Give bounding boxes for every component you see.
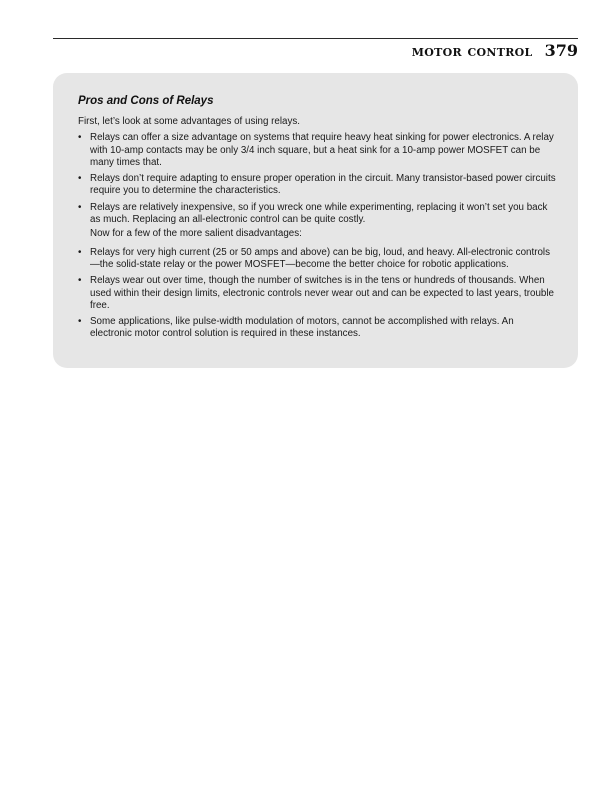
bullet-icon: • bbox=[78, 201, 82, 213]
bullet-icon: • bbox=[78, 173, 82, 185]
section-title: motor control bbox=[411, 42, 533, 60]
list-item-text: Relays wear out over time, though the number of switches is in the tens or hundreds of thousands. When used within their design limits, electronic controls never wear out and can be expected to last years, trouble free. bbox=[90, 275, 554, 311]
page-number: 379 bbox=[544, 41, 578, 60]
sidebar-title: Pros and Cons of Relays bbox=[78, 95, 214, 107]
list-item-text: Relays can offer a size advantage on systems that require heavy heat sinking for power electronics. A relay with 10-amp contacts may be only 3/4 inch square, but a heat sink for a 10-amp power MOSFET can be many times that. bbox=[90, 132, 554, 168]
header-rule bbox=[53, 38, 578, 39]
bullet-icon: • bbox=[78, 132, 82, 144]
bullet-icon: • bbox=[78, 316, 82, 328]
list-item bbox=[78, 275, 556, 312]
list-item-text: Relays for very high current (25 or 50 amps and above) can be big, loud, and heavy. All-electronic controls—the solid-state relay or the power MOSFET—become the better choice for robotic applications. bbox=[90, 246, 550, 270]
list-item-text: Relays are relatively inexpensive, so if you wreck one while experimenting, replacing it won’t set you back as much. Replacing an all-electronic control can be quite costly. bbox=[90, 201, 548, 226]
bullet-icon: • bbox=[78, 275, 82, 287]
list-item bbox=[78, 247, 556, 272]
intro-text: First, let’s look at some advantages of using relays. bbox=[78, 116, 300, 127]
bullet-icon: • bbox=[78, 246, 82, 258]
list-item-text: Relays don’t require adapting to ensure proper operation in the circuit. Many transistor-based power circuits require you to determine the characteristics. bbox=[90, 173, 556, 197]
list-item bbox=[78, 173, 556, 198]
list-item bbox=[78, 202, 556, 227]
running-head bbox=[412, 41, 578, 61]
bridge-text: Now for a few of the more salient disadvantages: bbox=[90, 228, 302, 240]
disadvantages-list bbox=[78, 247, 556, 341]
list-item bbox=[78, 132, 556, 169]
list-item bbox=[78, 316, 556, 341]
advantages-list bbox=[78, 132, 556, 226]
list-item-text: Some applications, like pulse-width modulation of motors, cannot be accomplished with relays. An electronic motor control solution is required in these instances. bbox=[90, 316, 514, 340]
sidebar-box bbox=[53, 73, 578, 368]
